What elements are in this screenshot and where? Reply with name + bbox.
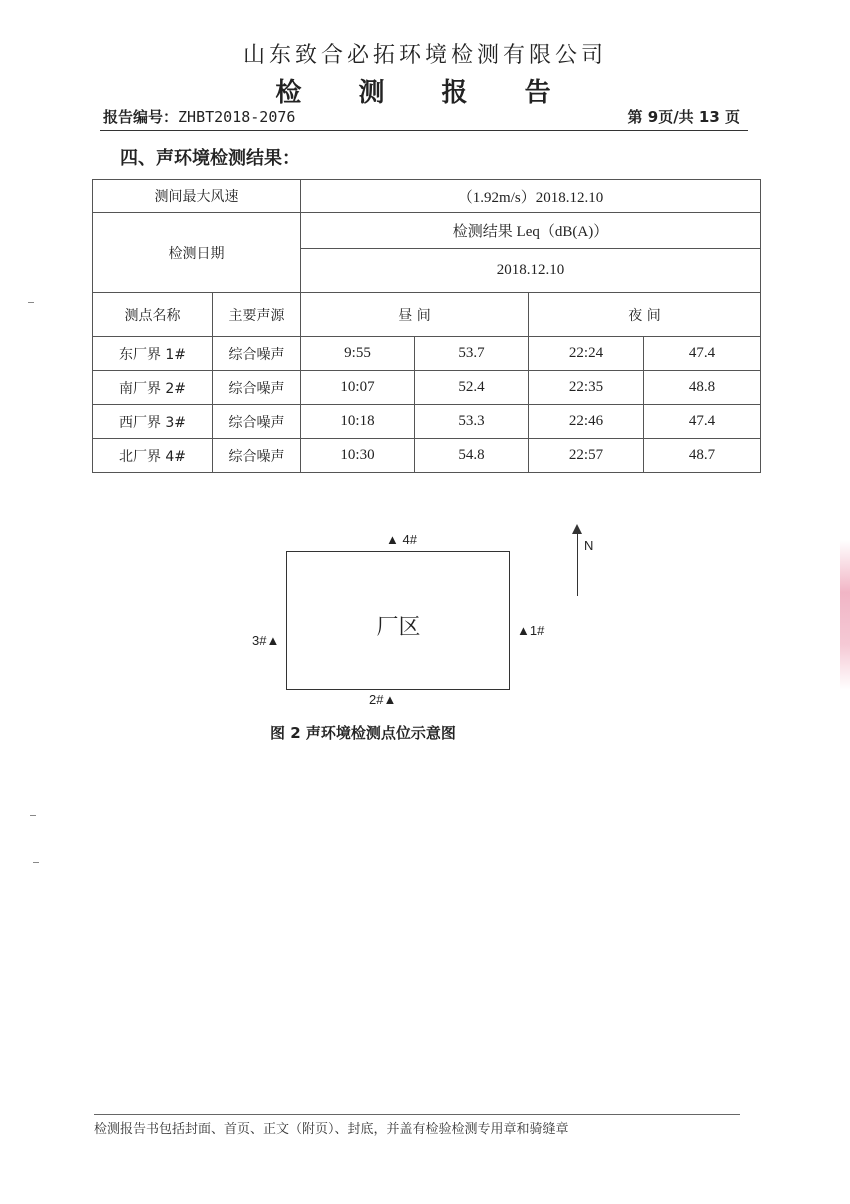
section-title: 四、声环境检测结果：: [120, 148, 300, 169]
page-info: 第 9页/共 13 页: [627, 108, 740, 126]
night-time: 22:46: [529, 405, 644, 439]
main-source: 综合噪声: [213, 371, 301, 405]
night-value: 48.8: [644, 371, 761, 405]
header-rule: [100, 130, 748, 131]
table-row: [93, 337, 761, 371]
day-value: 54.8: [415, 439, 529, 473]
main-source: 综合噪声: [213, 405, 301, 439]
table-row: [93, 371, 761, 405]
col-daytime: 昼 间: [301, 293, 529, 337]
day-value: 52.4: [415, 371, 529, 405]
monitor-point-4: ▲ 4#: [386, 532, 417, 547]
col-main-source: 主要声源: [213, 293, 301, 337]
point-name: 北厂界 4#: [93, 439, 213, 473]
table-row: [93, 405, 761, 439]
day-time: 10:30: [301, 439, 415, 473]
col-point-name: 测点名称: [93, 293, 213, 337]
day-time: 10:07: [301, 371, 415, 405]
monitor-point-2: 2#▲: [369, 692, 397, 707]
main-source: 综合噪声: [213, 337, 301, 371]
wind-value: （1.92m/s）2018.12.10: [301, 180, 761, 213]
night-time: 22:24: [529, 337, 644, 371]
night-value: 47.4: [644, 337, 761, 371]
noise-results-table: [92, 179, 761, 473]
monitor-point-3: 3#▲: [252, 633, 280, 648]
night-time: 22:35: [529, 371, 644, 405]
day-time: 9:55: [301, 337, 415, 371]
night-time: 22:57: [529, 439, 644, 473]
result-label: 检测结果 Leq（dB(A)）: [301, 213, 761, 249]
wind-row: [93, 180, 761, 213]
table-row: [93, 439, 761, 473]
monitor-point-1: ▲1#: [517, 623, 545, 638]
day-value: 53.7: [415, 337, 529, 371]
report-number-label: 报告编号：: [103, 108, 179, 126]
document-title: 检 测 报 告: [275, 78, 575, 108]
result-header-row: [93, 213, 761, 249]
scan-mark: [33, 862, 39, 863]
plant-area-label: 厂区: [376, 615, 421, 640]
figure-caption: 图 2 声环境检测点位示意图: [270, 724, 456, 742]
main-source: 综合噪声: [213, 439, 301, 473]
point-name: 南厂界 2#: [93, 371, 213, 405]
point-name: 西厂界 3#: [93, 405, 213, 439]
report-number-value: ZHBT2018-2076: [178, 108, 296, 126]
column-header-row: [93, 293, 761, 337]
date-value: 2018.12.10: [301, 249, 761, 293]
seam-seal-edge: [840, 540, 850, 690]
north-label: N: [584, 538, 594, 553]
point-name: 东厂界 1#: [93, 337, 213, 371]
day-time: 10:18: [301, 405, 415, 439]
company-name: 山东致合必拓环境检测有限公司: [242, 43, 607, 68]
night-value: 47.4: [644, 405, 761, 439]
footer-note: 检测报告书包括封面、首页、正文（附页）、封底，并盖有检验检测专用章和骑缝章: [94, 1122, 569, 1137]
north-arrow-shaft: [577, 530, 578, 596]
report-number: [103, 106, 295, 127]
date-label: 检测日期: [93, 213, 301, 293]
night-value: 48.7: [644, 439, 761, 473]
scan-mark: [30, 815, 36, 816]
scan-mark: [28, 302, 34, 303]
col-nighttime: 夜 间: [529, 293, 761, 337]
wind-label: 测间最大风速: [93, 180, 301, 213]
footer-rule: [94, 1114, 740, 1115]
day-value: 53.3: [415, 405, 529, 439]
